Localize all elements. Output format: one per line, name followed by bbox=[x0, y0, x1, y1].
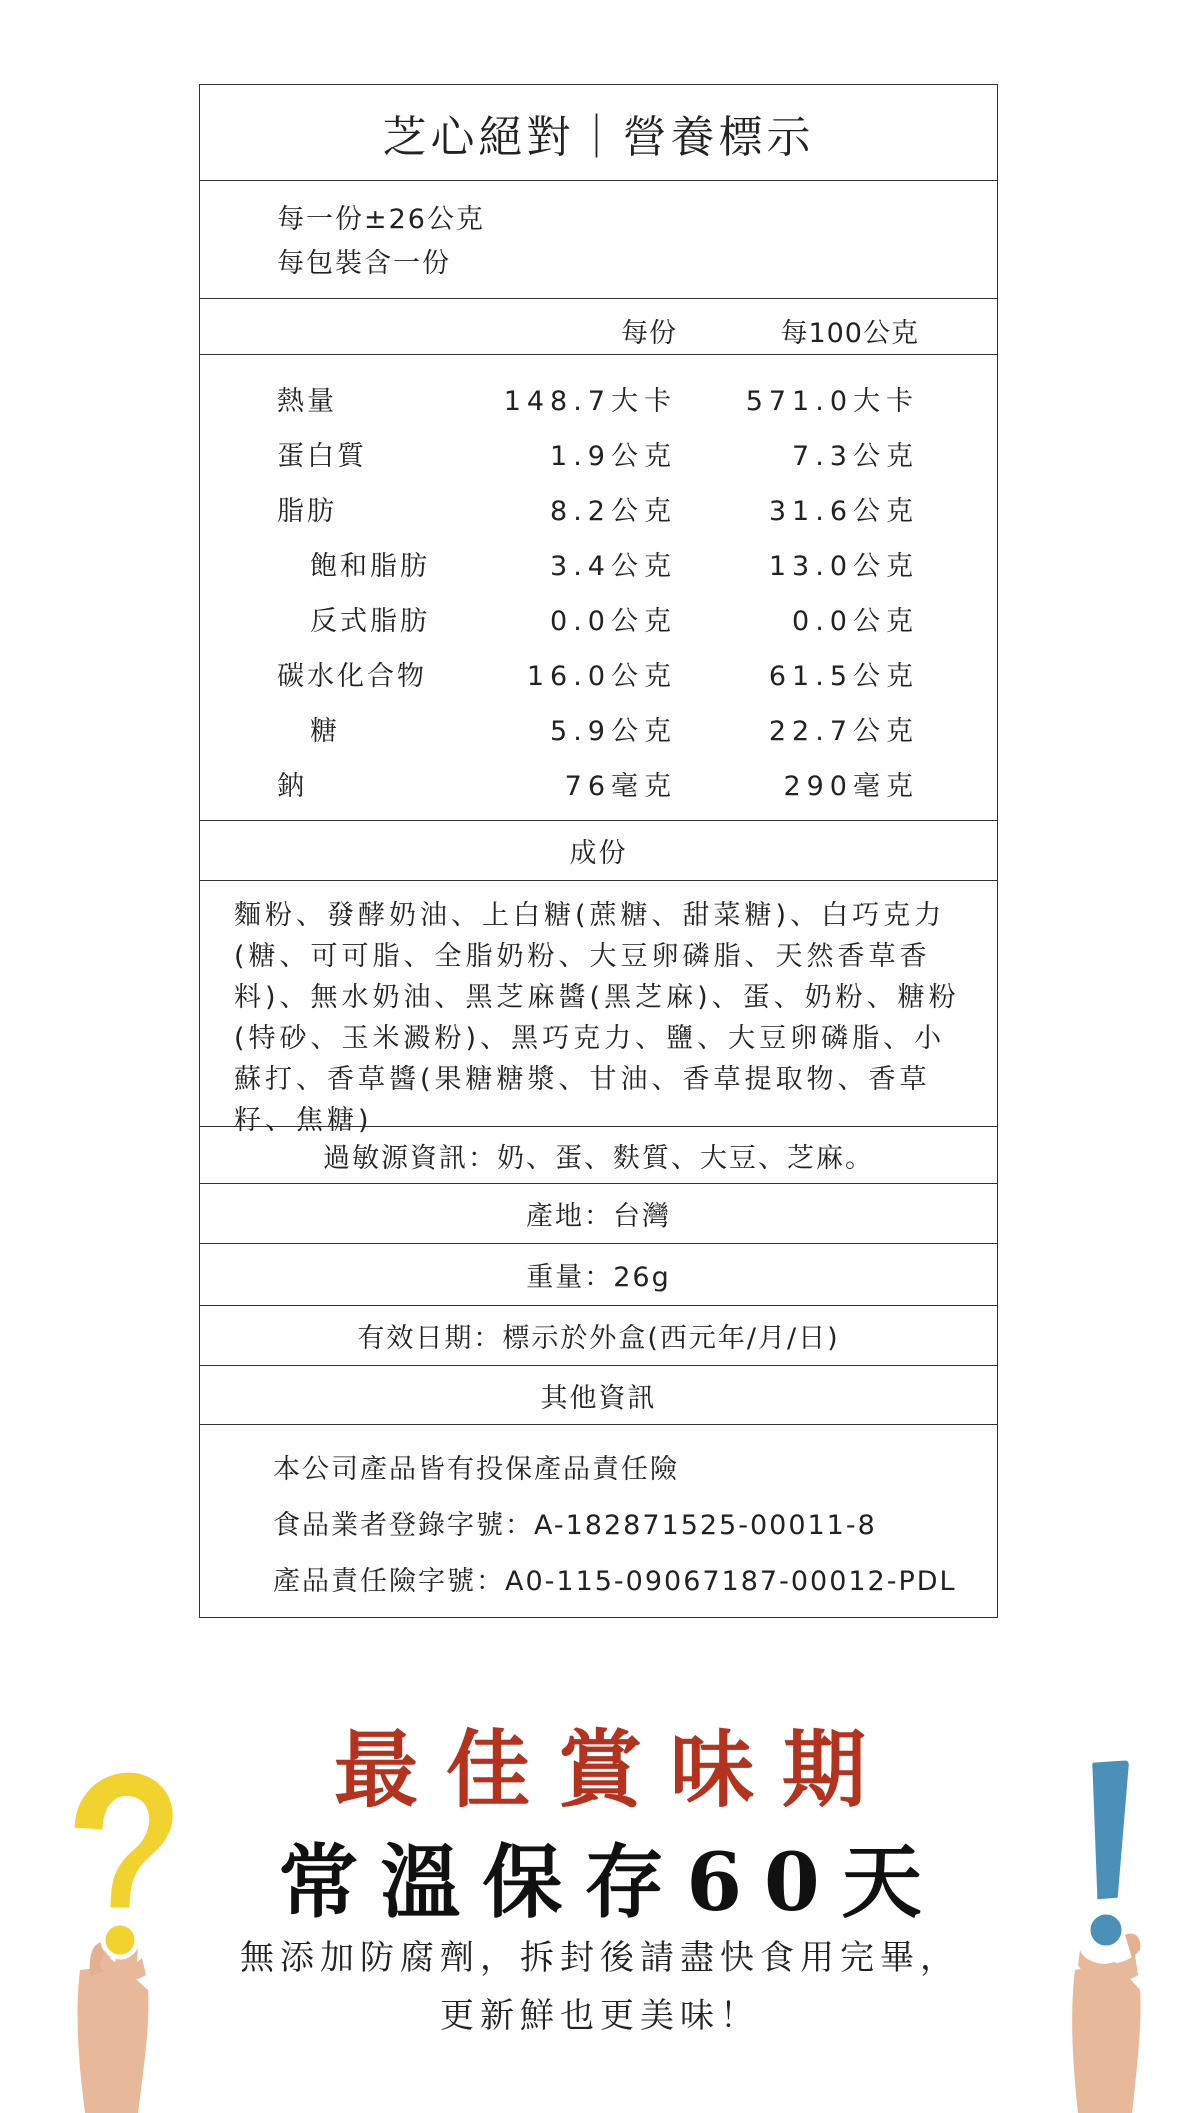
nutrient-per-serving: 8.2公克 bbox=[550, 496, 677, 527]
nutrient-per-100g: 13.0公克 bbox=[768, 551, 919, 582]
column-header-row bbox=[200, 299, 997, 355]
nutrient-per-serving: 0.0公克 bbox=[550, 606, 677, 637]
allergen-row bbox=[200, 1127, 997, 1184]
nutrient-per-100g: 0.0公克 bbox=[792, 606, 919, 637]
nutrient-per-serving: 1.9公克 bbox=[550, 441, 677, 472]
col-per-100g: 每100公克 bbox=[780, 318, 919, 349]
nutrient-name: 鈉 bbox=[277, 771, 307, 802]
nutrient-row bbox=[200, 599, 997, 639]
nutrient-per-serving: 76毫克 bbox=[564, 771, 677, 802]
nutrient-row bbox=[200, 764, 997, 804]
nutrient-per-100g: 31.6公克 bbox=[768, 496, 919, 527]
ingredients-section bbox=[200, 881, 997, 1136]
allergen-info: 過敏源資訊：奶、蛋、麩質、大豆、芝麻。 bbox=[323, 1142, 874, 1174]
expiry-info: 有效日期：標示於外盒(西元年/月/日) bbox=[357, 1323, 840, 1354]
nutrient-per-100g: 22.7公克 bbox=[768, 716, 919, 747]
weight-info: 重量：26g bbox=[526, 1262, 671, 1293]
nutrient-row bbox=[200, 654, 997, 694]
origin-info: 產地：台灣 bbox=[526, 1201, 671, 1232]
serving-size: 每一份±26公克 bbox=[277, 204, 485, 235]
promo-subline-1: 無添加防腐劑，拆封後請盡快食用完畢， bbox=[240, 1938, 960, 1978]
ingredients-heading: 成份 bbox=[569, 838, 628, 869]
nutrient-row bbox=[200, 434, 997, 474]
label-title-section bbox=[200, 85, 997, 181]
nutrient-per-serving: 5.9公克 bbox=[550, 716, 677, 747]
nutrient-row bbox=[200, 544, 997, 584]
nutrient-name: 蛋白質 bbox=[277, 441, 367, 472]
promo-headline-storage: 常溫保存60天 bbox=[278, 1835, 944, 1929]
nutrient-per-serving: 16.0公克 bbox=[526, 661, 677, 692]
servings-per-package: 每包裝含一份 bbox=[277, 248, 451, 279]
other-info-line: 本公司產品皆有投保產品責任險 bbox=[273, 1454, 679, 1485]
nutrient-row bbox=[200, 379, 997, 419]
nutrient-per-100g: 571.0大卡 bbox=[745, 386, 919, 417]
nutrient-per-100g: 61.5公克 bbox=[768, 661, 919, 692]
origin-row bbox=[200, 1184, 997, 1244]
nutrient-name: 熱量 bbox=[277, 386, 337, 417]
other-heading-row bbox=[200, 1366, 997, 1425]
col-per-serving: 每份 bbox=[621, 318, 677, 349]
nutrient-per-100g: 290毫克 bbox=[783, 771, 919, 802]
ingredients-text: 麵粉、發酵奶油、上白糖(蔗糖、甜菜糖)、白巧克力(糖、可可脂、全脂奶粉、大豆卵磷脂、天然香草香料)、無水奶油、黑芝麻醬(黑芝麻)、蛋、奶粉、糖粉(特砂、玉米澱粉)、黑巧克力、鹽、大豆卵磷脂、小蘇打、香草醬(果糖糖漿、甘油、香草提取物、香草籽、焦糖) bbox=[234, 900, 960, 1136]
nutrient-name: 糖 bbox=[310, 716, 340, 747]
other-info-line: 產品責任險字號：A0-115-09067187-00012-PDL bbox=[273, 1566, 957, 1597]
nutrient-per-100g: 7.3公克 bbox=[792, 441, 919, 472]
serving-section bbox=[200, 181, 997, 299]
nutrient-name: 反式脂肪 bbox=[310, 606, 430, 637]
ingredients-heading-row bbox=[200, 821, 997, 881]
promo-headline-best-before: 最佳賞味期 bbox=[333, 1720, 894, 1819]
weight-row bbox=[200, 1244, 997, 1306]
nutrient-name: 脂肪 bbox=[277, 496, 337, 527]
nutrient-table bbox=[200, 355, 997, 821]
other-info-line: 食品業者登錄字號：A-182871525-00011-8 bbox=[273, 1510, 877, 1541]
other-info-section bbox=[200, 1425, 997, 1619]
nutrition-label bbox=[199, 84, 998, 1618]
nutrient-per-serving: 148.7大卡 bbox=[503, 386, 677, 417]
nutrient-per-serving: 3.4公克 bbox=[550, 551, 677, 582]
expiry-row bbox=[200, 1306, 997, 1366]
promo-subline-2: 更新鮮也更美味！ bbox=[440, 1996, 760, 2036]
nutrient-name: 飽和脂肪 bbox=[310, 551, 430, 582]
nutrient-row bbox=[200, 489, 997, 529]
nutrient-name: 碳水化合物 bbox=[277, 661, 427, 692]
nutrient-row bbox=[200, 709, 997, 749]
label-title: 芝心絕對｜營養標示 bbox=[382, 111, 815, 163]
other-heading: 其他資訊 bbox=[540, 1382, 657, 1414]
